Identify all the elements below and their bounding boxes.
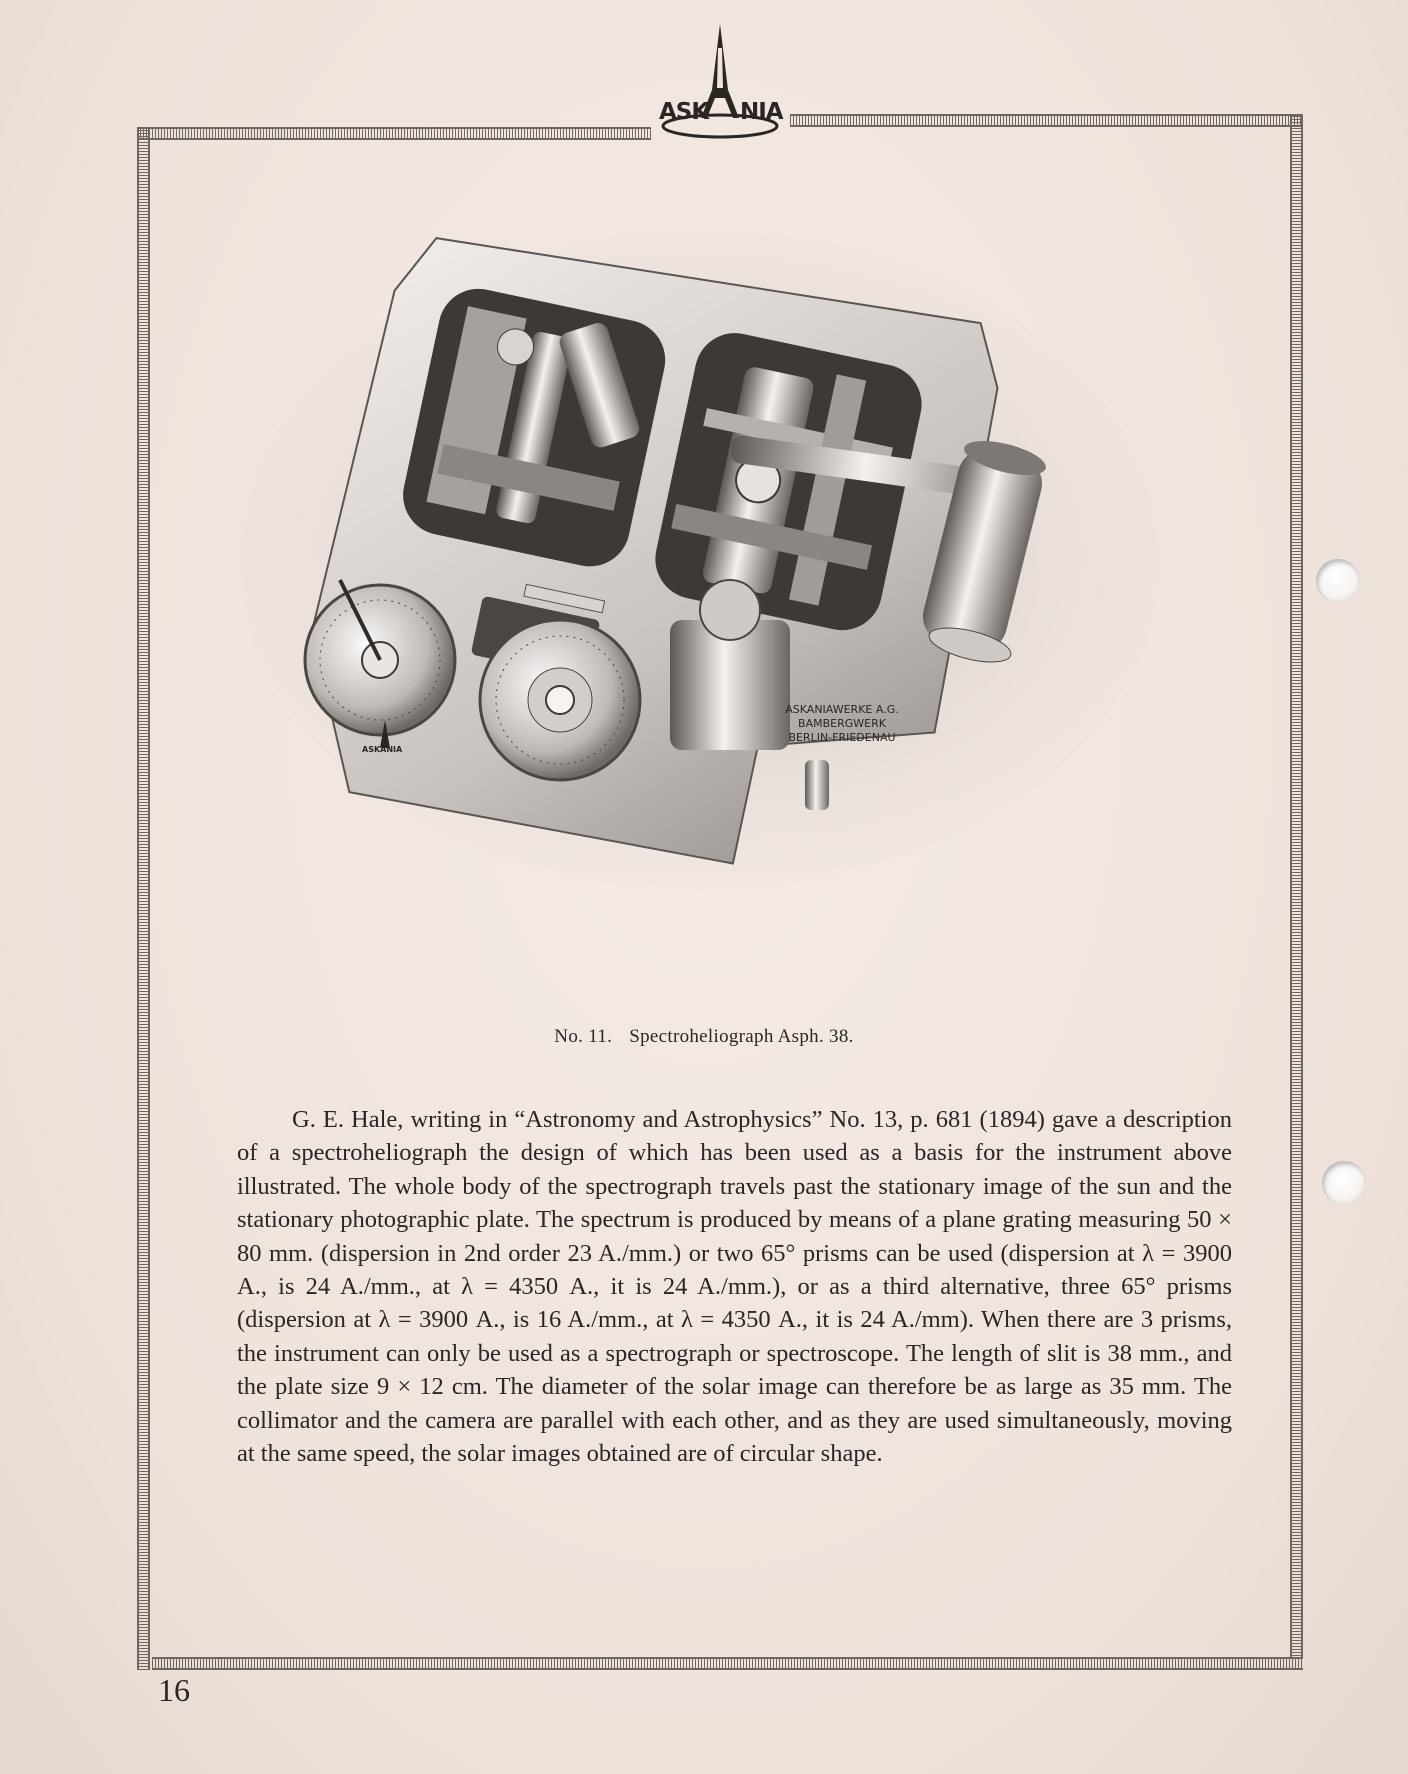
- figure-title: Spectroheliograph Asph. 38.: [629, 1026, 854, 1047]
- frame-right: [1290, 114, 1303, 1659]
- maker-plate-label: [785, 703, 898, 744]
- svg-text:BAMBERGWERK: BAMBERGWERK: [798, 717, 886, 730]
- body-paragraph: G. E. Hale, writing in “Astronomy and Astrophysics” No. 13, p. 681 (1894) gave a description of a spectroheliograph the design of which has been used as a basis for the instrument above illustrated. The whole body of the spectrograph travels past the stationary image of the sun and the stationary photographic plate. The spectrum is produced by means of a plane grating measuring 50 × 80 mm. (dispersion in 2nd order 23 A./mm.) or two 65° prisms can be used (dispersion at λ = 3900 A., is 24 A./mm., at λ = 4350 A., it is 24 A./mm.), or as a third alternative, three 65° prisms (dispersion at λ = 3900 A., is 16 A./mm., at λ = 4350 A., it is 24 A./mm). When there are 3 prisms, the instrument can only be used as a spectrograph or spectroscope. The length of slit is 38 mm., and the plate size 9 × 12 cm. The diameter of the solar image can therefore be as large as 35 mm. The collimator and the camera are parallel with each other, and as they are used simultaneously, moving at the same speed, the solar images obtained are of circular shape.: [237, 1106, 1232, 1468]
- svg-text:BERLIN-FRIEDENAU: BERLIN-FRIEDENAU: [788, 731, 896, 744]
- body-text: [237, 1103, 1232, 1470]
- frame-top-left: [137, 127, 651, 140]
- svg-text:ASK: ASK: [659, 99, 709, 125]
- punch-hole-upper: [1316, 559, 1360, 603]
- page-number: 16: [158, 1672, 190, 1708]
- punch-hole-lower: [1322, 1161, 1366, 1205]
- spectroheliograph-illustration: [230, 200, 1230, 960]
- figure-number: No. 11.: [554, 1026, 613, 1047]
- svg-text:ASKANIA: ASKANIA: [362, 745, 403, 754]
- figure-caption: [0, 1026, 1408, 1048]
- svg-text:ASKANIAWERKE A.G.: ASKANIAWERKE A.G.: [785, 703, 899, 716]
- askania-logo: [655, 18, 785, 143]
- svg-text:NIA: NIA: [740, 99, 783, 125]
- frame-left: [137, 127, 150, 1670]
- frame-top-right: [790, 114, 1303, 127]
